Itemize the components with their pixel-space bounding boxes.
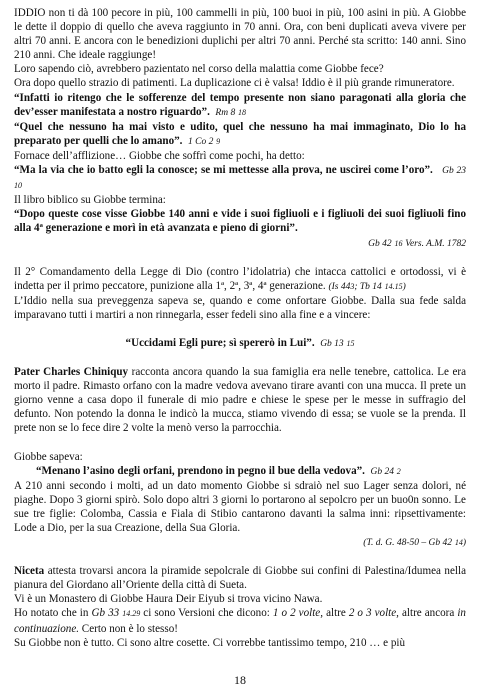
paragraph-rewarder: Ora dopo quello strazio di patimenti. La duplicazione ci è valsa! Iddio è il più grande rimuneratore. (14, 77, 455, 90)
spacer (14, 436, 466, 450)
quote-verse: 10 (14, 181, 22, 191)
spacer (14, 251, 466, 265)
version-note: Vers. A.M. 1782 (405, 238, 466, 249)
paragraph-niceta: Niceta attesta trovarsi ancora la piramide sepolcrale di Giobbe sui confini di Palestina/Idumea nella pianura del Giordano all’Oriente della città di Sueta. (14, 565, 466, 592)
paragraph-job-knew: Giobbe sapeva: (14, 450, 83, 463)
paragraph-providence: L’Iddio nella sua preveggenza sapeva se, quando e come onfortare Giobbe. Dalla sua fede salda imparavano tutti i martiri a non rinnegarla, esser fedeli sino alla fine e a vincere: (14, 294, 466, 321)
quote-text: “Quel che nessuno ha mai visto e udito, quel che nessuno ha mai immaginato, Dio lo ha preparato per quelli che lo amano”. (14, 120, 466, 147)
quote-verse: 9 (216, 136, 221, 146)
quote-verse: 18 (238, 107, 246, 117)
quote-romans (14, 91, 466, 120)
page-number: 18 (234, 672, 246, 687)
quote-job-23 (14, 163, 466, 193)
quote-verse: 16 (394, 238, 403, 248)
quote-corinthians (14, 120, 466, 149)
author-name: Niceta (14, 565, 45, 578)
paragraph-question: Loro sapendo ciò, avrebbero pazientato nel corso della malattia come Giobbe fece? (14, 63, 384, 76)
quote-job-42 (14, 207, 466, 235)
paragraph-death-of-job: A 210 anni secondo i molti, ad un dato momento Giobbe si sdraiò nel suo Lager senza dolori, né piaghe. Dopo 3 giorni spirò. Solo dopo altri 3 giorni lo portarono al sepolcro per un buo0n sonno. Le sue tre figlie: Colomba, Cassia e Fiala di Stibio cantarono davanti la salma inni: ripsettivamente: Lode a Dio, per la sua Creazione, della Sua Gloria. (14, 479, 466, 534)
paragraph-versions: Ho notato che in Gb 33 14.29 ci sono Versioni che dicono: 1 o 2 volte, altre 2 o 3 volte, altre ancora in continuazione. Certo non è lo stesso! (14, 607, 466, 635)
quote-text: “Infatti io ritengo che le sofferenze del tempo presente non siano paragonati alla gloria che dev’esser manifestata a nostro riguardo”. (14, 91, 466, 118)
quote-text: “Menano l’asino degli orfani, prendono in pegno il bue della vedova”. (36, 464, 365, 477)
spacer (14, 322, 466, 336)
spacer (14, 351, 466, 365)
spacer (14, 550, 466, 564)
quote-text: “Ma la via che io batto egli la conosce; se mi mettesse alla prova, ne uscirei come l’oro”. (14, 164, 433, 177)
paragraph-closing: Su Giobbe non è tutto. Ci sono altre cosette. Ci vorrebbe tantissimo tempo, 210 … e più (14, 636, 406, 649)
paragraph-chiniquy: Pater Charles Chiniquy racconta ancora quando la sua famiglia era nelle tenebre, cattolica. Le era morto il padre. Rimasto orfano con la madre vedova avevano tirare avanti con una mucca. Il prete un giorno venne a casa dopo il funerale di mio padre e chiese le spese per le messe in suffragio del defunto. Non potendo la donna le indicò la mucca, stiamo vivendo di essa; se vuole se la prenda. Il prete non se lo fece dire 2 volte la menò verso la parrocchia. (14, 366, 467, 435)
paragraph-blessings: IDDIO non ti dà 100 pecore in più, 100 cammelli in più, 100 buoi in più, 100 asini in più. A Giobbe le dette il doppio di quello che aveva raggiunto in 70 anni. Ora, con beni duplicati aveva vivere per altri 70 anni. E ancora con le benedizioni duplichi per altri 70 anni. Perché sta scritto: 140 anni. Sino 210 anni. Che ideale raggiunge! (14, 7, 466, 62)
quote-reference: Rm 8 (215, 107, 236, 118)
quote-verse: 2 (396, 466, 401, 476)
quote-job-13 (14, 336, 466, 351)
paragraph-death-reference: (T. d. G. 48-50 – Gb 42 14) (363, 538, 466, 549)
quote-verse: 15 (346, 338, 355, 348)
quote-job-24 (14, 464, 466, 479)
quote-reference: 1 Co 2 (188, 136, 214, 147)
quote-reference: Gb 13 (320, 338, 344, 349)
paragraph-monastery: Vi è un Monastero di Giobbe Haura Deir Eiyub si trova vicino Nawa. (14, 593, 323, 606)
quote-reference: Gb 23 (442, 166, 466, 177)
paragraph-furnace: Fornace dell’afflizione… Giobbe che soffrì come pochi, ha detto: (14, 149, 305, 162)
quote-reference: Gb 42 (368, 238, 392, 249)
paragraph-book-ends: Il libro biblico su Giobbe termina: (14, 194, 166, 207)
author-name: Pater Charles Chiniquy (14, 366, 129, 379)
quote-job-42-reference (14, 236, 466, 251)
quote-text: “Uccidami Egli pure; sì spererò in Lui”. (125, 336, 315, 349)
paragraph-commandment: Il 2° Comandamento della Legge di Dio (contro l’idolatria) che intacca cattolici e ortodossi, vi è indetta per il primo peccatore, punizione alla 1ª, 2ª, 3ª, 4ª generazione. (Is 443; Tb 14 14.15) (14, 265, 466, 292)
quote-reference: Gb 24 (370, 466, 395, 477)
quote-text: “Dopo queste cose visse Giobbe 140 anni e vide i suoi figliuoli e i figliuoli dei suoi figliuoli fino alla 4ª generazione e morì in età avanzata e pieno di giorni”. (14, 208, 466, 235)
